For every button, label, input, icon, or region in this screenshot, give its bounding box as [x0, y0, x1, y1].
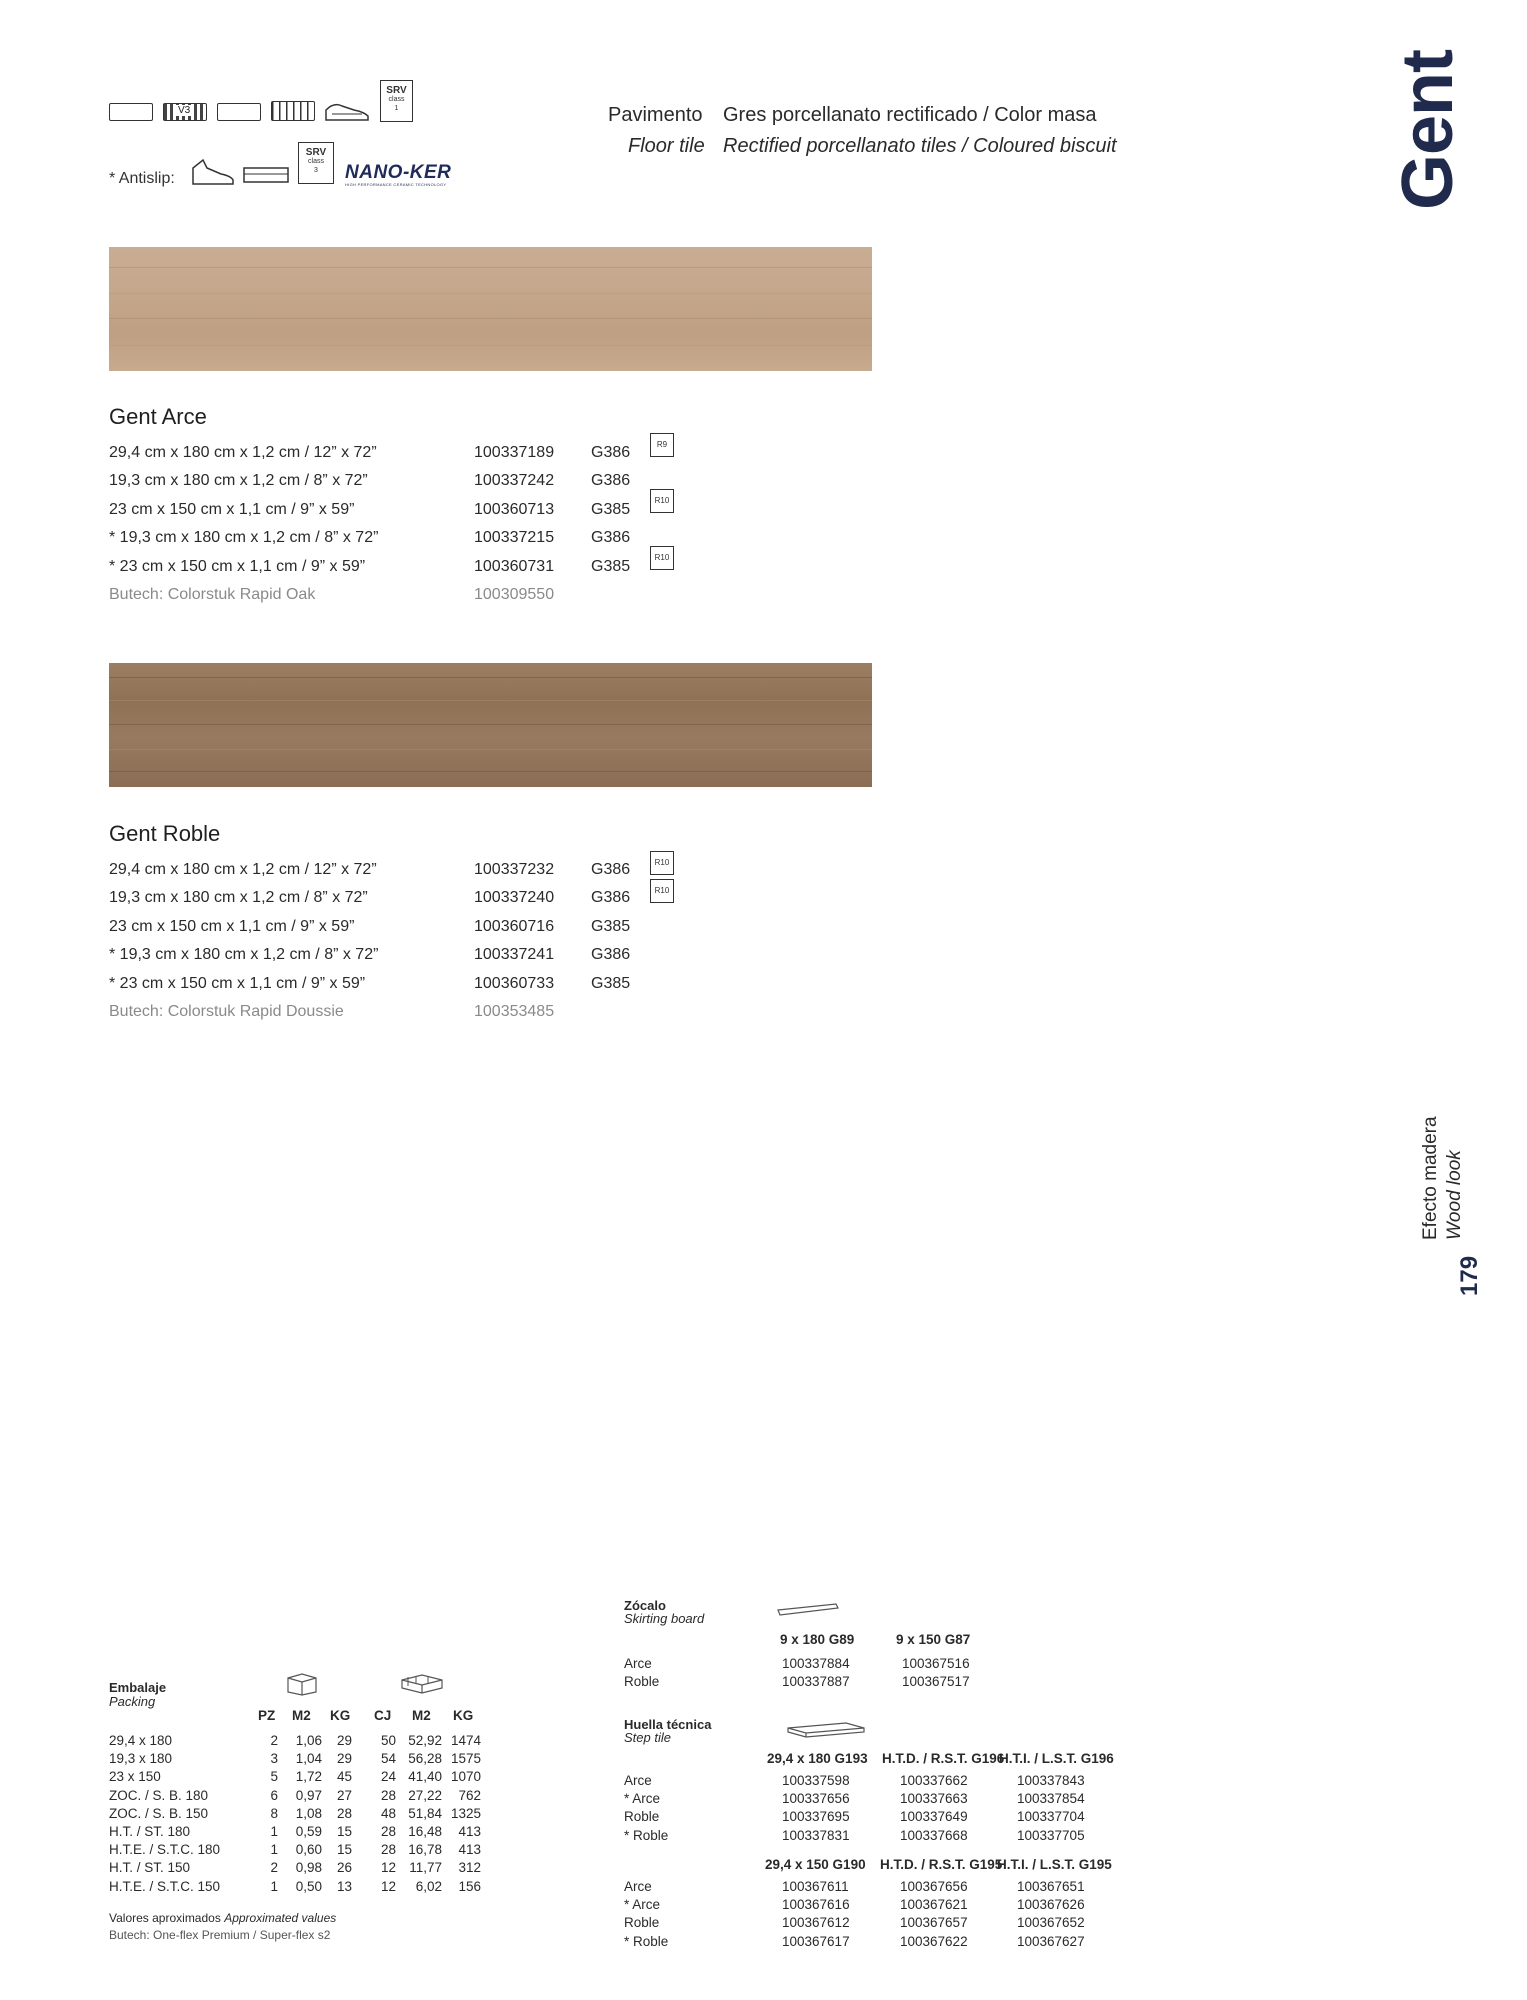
- building-icon: [271, 101, 315, 121]
- step-code: 100367626: [1017, 1897, 1085, 1913]
- step-code: 100337598: [782, 1773, 850, 1788]
- step-code: 100337663: [900, 1791, 968, 1807]
- product-row: * 19,3 cm x 180 cm x 1,2 cm / 8” x 72” 100337215 G386: [109, 529, 631, 546]
- butech-row: Butech: Colorstuk Rapid Doussie 100353485: [109, 1003, 555, 1020]
- description-en: Rectified porcellanato tiles / Coloured biscuit: [723, 135, 1117, 157]
- packing-row-label: 23 x 150: [109, 1769, 161, 1785]
- v3-label: V3: [178, 105, 191, 116]
- packing-cell: 0,59: [295, 1824, 322, 1839]
- step-row-label: Arce: [624, 1773, 652, 1788]
- packing-cell: 11,77: [409, 1860, 442, 1876]
- packing-cell: 1474: [451, 1733, 482, 1748]
- type-es: Pavimento: [608, 104, 703, 126]
- packing-cell: 52,92: [408, 1733, 442, 1748]
- packing-row-label: H.T. / ST. 150: [109, 1860, 191, 1876]
- slip-rating-badge: R9: [650, 433, 674, 457]
- product-title-arce: Gent Arce: [109, 404, 207, 429]
- step-code: 100337656: [782, 1791, 850, 1807]
- product-row: * 23 cm x 150 cm x 1,1 cm / 9” x 59” 100360733 G385: [109, 975, 631, 992]
- step-title-en: Step tile: [624, 1730, 671, 1745]
- step-code: 100337668: [900, 1827, 968, 1843]
- slip-rating-badge: R10: [650, 851, 674, 875]
- step-code: 100367627: [1017, 1933, 1085, 1949]
- description-es: Gres porcellanato rectificado / Color masa: [723, 104, 1097, 126]
- packing-cell: 1: [270, 1842, 278, 1858]
- packing-cell: 5: [270, 1769, 278, 1785]
- step-code: 100367617: [782, 1933, 850, 1949]
- shade-variation-icon: [163, 103, 207, 121]
- step-title-es: Huella técnica: [624, 1717, 712, 1732]
- step-code: 100367657: [900, 1915, 968, 1931]
- packing-cell: 27: [336, 1787, 352, 1803]
- slip-rating-badge: R10: [650, 489, 674, 513]
- packing-header-kg: KG: [330, 1708, 351, 1723]
- step-row-label: Roble: [624, 1809, 660, 1825]
- packing-cell: 156: [458, 1878, 481, 1894]
- packing-cell: 0,98: [295, 1860, 322, 1876]
- packing-cell: 413: [458, 1842, 481, 1858]
- step-header: 29,4 x 180 G193: [767, 1751, 868, 1766]
- step-code: 100367621: [900, 1897, 968, 1913]
- packing-cell: 1,04: [295, 1751, 322, 1767]
- type-en: Floor tile: [628, 135, 705, 157]
- srv-class-3-badge: SRV class 3: [298, 142, 334, 184]
- step-code: 100337705: [1017, 1827, 1085, 1843]
- step-code: 100367656: [900, 1879, 968, 1894]
- packing-cell: 27,22: [408, 1787, 442, 1803]
- antislip-shoe-icon: [189, 158, 235, 186]
- step-code: 100367616: [782, 1897, 850, 1913]
- nanoker-logo: NANO-KER: [345, 162, 452, 183]
- step-row-label: * Arce: [624, 1791, 661, 1807]
- butech-row: Butech: Colorstuk Rapid Oak 100309550: [109, 586, 555, 603]
- product-row: 19,3 cm x 180 cm x 1,2 cm / 8” x 72” 100337240 G386: [109, 889, 631, 906]
- product-row: 29,4 cm x 180 cm x 1,2 cm / 12” x 72” 100337189 G386: [109, 444, 631, 461]
- packing-note: Valores aproximados Approximated values: [109, 1911, 337, 1925]
- packing-cell: 16,78: [408, 1842, 442, 1858]
- packing-cell: 28: [336, 1805, 352, 1821]
- packing-cell: 1,06: [295, 1733, 322, 1748]
- slip-rating-badge: R10: [650, 879, 674, 903]
- step-code: 100337695: [782, 1809, 850, 1825]
- step-code: 100337843: [1017, 1773, 1085, 1788]
- packing-cell: 16,48: [408, 1824, 442, 1839]
- product-row: * 23 cm x 150 cm x 1,1 cm / 9” x 59” 100360731 G385: [109, 558, 631, 575]
- skirting-title-en: Skirting board: [624, 1611, 705, 1626]
- packing-cell: 1575: [451, 1751, 482, 1767]
- packing-row-label: H.T.E. / S.T.C. 180: [109, 1842, 221, 1858]
- packing-cell: 15: [336, 1842, 352, 1858]
- step-code: 100337854: [1017, 1791, 1085, 1807]
- step-row-label: * Arce: [624, 1897, 661, 1913]
- skirting-code: 100337884: [782, 1656, 850, 1671]
- step-row-label: * Roble: [624, 1933, 669, 1949]
- frost-resistant-icon: [217, 103, 261, 121]
- antislip-label: * Antislip:: [109, 170, 175, 187]
- packing-row-label: H.T.E. / S.T.C. 150: [109, 1878, 221, 1894]
- packing-header-pz: PZ: [258, 1708, 276, 1723]
- packing-title-es: Embalaje: [109, 1680, 167, 1695]
- packing-cell: 413: [458, 1824, 481, 1839]
- skirting-header: 9 x 180 G89: [780, 1632, 855, 1647]
- packing-cell: 26: [336, 1860, 352, 1876]
- step-code: 100337662: [900, 1773, 968, 1788]
- skirting-label: Arce: [624, 1656, 652, 1671]
- shoe-icon: [324, 98, 370, 122]
- packing-cell: 1: [270, 1824, 278, 1839]
- skirting-code: 100337887: [782, 1674, 850, 1689]
- packing-cell: 13: [336, 1878, 352, 1894]
- packing-cell: 29: [336, 1733, 352, 1748]
- pallet-icon: [398, 1672, 446, 1696]
- packing-cell: 0,50: [295, 1878, 322, 1894]
- skirting-code: 100367517: [902, 1674, 970, 1689]
- packing-cell: 50: [380, 1733, 396, 1748]
- packing-cell: 0,60: [295, 1842, 322, 1858]
- packing-cell: 15: [336, 1824, 352, 1839]
- packing-cell: 51,84: [408, 1805, 442, 1821]
- packing-header-m2: M2: [292, 1708, 311, 1723]
- step-header: H.T.I. / L.S.T. G196: [999, 1751, 1114, 1766]
- step-code: 100367612: [782, 1915, 850, 1931]
- packing-header-kg-pallet: KG: [453, 1708, 474, 1723]
- box-icon: [286, 1672, 318, 1696]
- packing-cell: 2: [270, 1733, 278, 1748]
- packing-cell: 28: [380, 1842, 396, 1858]
- packing-cell: 28: [380, 1824, 396, 1839]
- slip-rating-badge: R10: [650, 546, 674, 570]
- step-code: 100367651: [1017, 1879, 1085, 1894]
- packing-butech: Butech: One-flex Premium / Super-flex s2: [109, 1928, 331, 1942]
- packing-cell: 8: [270, 1805, 278, 1821]
- nanoker-tagline: HIGH PERFORMANCE CERAMIC TECHNOLOGY: [345, 182, 447, 187]
- product-row: * 19,3 cm x 180 cm x 1,2 cm / 8” x 72” 100337241 G386: [109, 946, 631, 963]
- packing-cell: 1070: [451, 1769, 482, 1785]
- step-tile-icon: [786, 1720, 866, 1740]
- step-code: 100367622: [900, 1933, 968, 1949]
- page-number: 179: [1456, 1255, 1483, 1296]
- product-row: 23 cm x 150 cm x 1,1 cm / 9” x 59” 100360713 G385: [109, 501, 631, 518]
- step-header: 29,4 x 150 G190: [765, 1857, 866, 1872]
- srv-class-1-badge: SRV class 1: [380, 80, 413, 122]
- packing-cell: 6: [270, 1787, 278, 1803]
- rectified-edge-icon: [109, 103, 153, 121]
- skirting-title-es: Zócalo: [624, 1598, 666, 1613]
- packing-cell: 48: [380, 1805, 396, 1821]
- packing-cell: 6,02: [415, 1878, 442, 1894]
- category-label: Efecto madera Wood look: [1420, 1116, 1465, 1240]
- brand-title: Gent: [1388, 49, 1468, 211]
- step-row-label: Roble: [624, 1915, 660, 1931]
- packing-cell: 1,08: [295, 1805, 322, 1821]
- packing-header-m2-pallet: M2: [412, 1708, 431, 1723]
- packing-cell: 28: [380, 1787, 396, 1803]
- packing-row-label: ZOC. / S. B. 150: [109, 1805, 209, 1821]
- packing-cell: 0,97: [295, 1787, 322, 1803]
- step-row-label: Arce: [624, 1879, 652, 1894]
- skirting-board-icon: [776, 1602, 840, 1618]
- packing-cell: 312: [458, 1860, 481, 1876]
- packing-cell: 29: [336, 1751, 352, 1767]
- packing-cell: 762: [458, 1787, 481, 1803]
- antislip-surface-icon: [243, 164, 289, 186]
- packing-cell: 54: [380, 1751, 396, 1767]
- packing-cell: 24: [380, 1769, 396, 1785]
- packing-cell: 12: [380, 1878, 396, 1894]
- packing-cell: 45: [336, 1769, 352, 1785]
- packing-cell: 1325: [451, 1805, 482, 1821]
- step-code: 100337704: [1017, 1809, 1085, 1825]
- packing-header-cj: CJ: [374, 1708, 392, 1723]
- step-row-label: * Roble: [624, 1827, 669, 1843]
- packing-cell: 3: [270, 1751, 278, 1767]
- step-header: H.T.D. / R.S.T. G195: [880, 1857, 1003, 1872]
- product-row: 23 cm x 150 cm x 1,1 cm / 9” x 59” 100360716 G385: [109, 918, 631, 935]
- step-code: 100367611: [782, 1879, 849, 1894]
- packing-cell: 2: [270, 1860, 278, 1876]
- step-header: H.T.D. / R.S.T. G196: [882, 1751, 1005, 1766]
- product-title-roble: Gent Roble: [109, 821, 221, 846]
- packing-cell: 12: [380, 1860, 396, 1876]
- packing-row-label: 19,3 x 180: [109, 1751, 173, 1767]
- packing-row-label: ZOC. / S. B. 180: [109, 1787, 209, 1803]
- step-header: H.T.I. / L.S.T. G195: [997, 1857, 1112, 1872]
- product-row: 29,4 cm x 180 cm x 1,2 cm / 12” x 72” 100337232 G386: [109, 861, 631, 878]
- tile-image-arce: [109, 247, 872, 371]
- product-row: 19,3 cm x 180 cm x 1,2 cm / 8” x 72” 100337242 G386: [109, 472, 631, 489]
- skirting-code: 100367516: [902, 1656, 970, 1671]
- step-code: 100337649: [900, 1809, 968, 1825]
- packing-row-label: 29,4 x 180: [109, 1733, 173, 1748]
- skirting-header: 9 x 150 G87: [896, 1632, 971, 1647]
- packing-cell: 56,28: [408, 1751, 442, 1767]
- tile-image-roble: [109, 663, 872, 787]
- step-code: 100337831: [782, 1827, 850, 1843]
- packing-cell: 41,40: [408, 1769, 442, 1785]
- packing-row-label: H.T. / ST. 180: [109, 1824, 191, 1839]
- skirting-label: Roble: [624, 1674, 660, 1689]
- packing-cell: 1,72: [295, 1769, 322, 1785]
- packing-cell: 1: [270, 1878, 278, 1894]
- step-code: 100367652: [1017, 1915, 1085, 1931]
- packing-title-en: Packing: [109, 1694, 156, 1709]
